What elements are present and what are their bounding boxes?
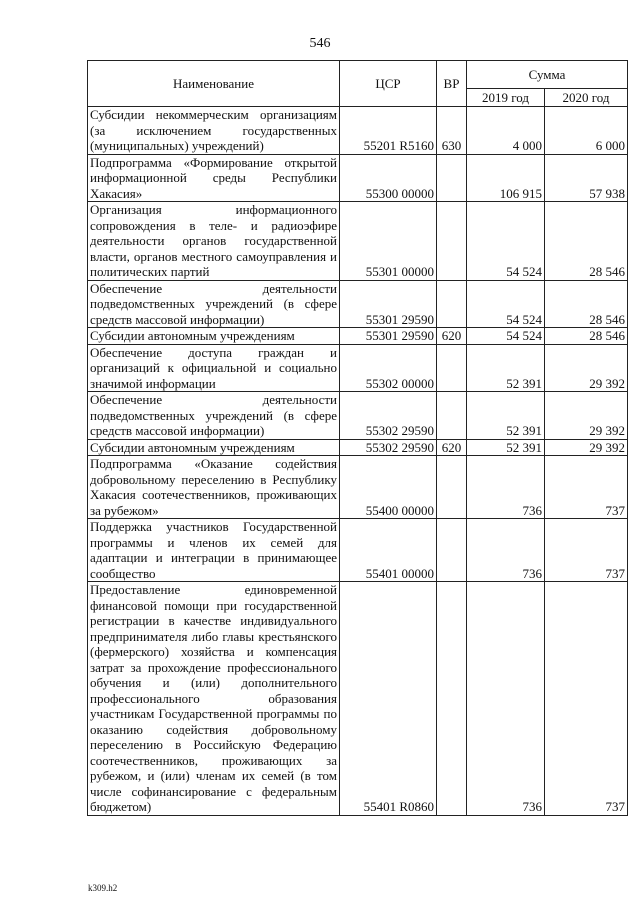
table-row: [88, 456, 628, 519]
row-2020-cell: 28 546: [545, 328, 628, 345]
row-vr-cell: 620: [437, 328, 467, 345]
table-row: [88, 344, 628, 392]
row-2020-cell: 6 000: [545, 107, 628, 155]
row-vr-cell: [437, 519, 467, 582]
table-body: [88, 107, 628, 816]
row-2019-cell: 54 524: [467, 202, 545, 281]
row-vr-cell: [437, 456, 467, 519]
row-vr-cell: 620: [437, 439, 467, 456]
row-vr-cell: 630: [437, 107, 467, 155]
row-vr-cell: [437, 344, 467, 392]
row-2020-cell: 57 938: [545, 154, 628, 202]
header-year-2020: 2020 год: [545, 89, 628, 107]
row-2020-cell: 737: [545, 582, 628, 816]
header-year-2019: 2019 год: [467, 89, 545, 107]
row-csr-cell: 55401 00000: [340, 519, 437, 582]
budget-table: [87, 60, 628, 816]
footer-code: k309.h2: [88, 883, 118, 893]
row-2019-cell: 736: [467, 456, 545, 519]
header-sum: Сумма: [467, 61, 628, 89]
table-row: [88, 154, 628, 202]
row-2020-cell: 737: [545, 456, 628, 519]
row-2019-cell: 54 524: [467, 280, 545, 328]
table-row: [88, 392, 628, 440]
table-row: [88, 519, 628, 582]
row-name-cell: Предоставление единовременной финансовой помощи при государственной регистрации в качестве индивидуального предпринимателя либо главы крестьянского (фермерского) хозяйства и компенсация затрат за прохождение профессионального обучения и (или) дополнительного профессионального образования участникам Государственной программы по оказанию содействия добровольному переселению в Российскую Федерацию соотечественников, проживающих за рубежом, и (или) членам их семей (в том числе софинансирование с федеральным бюджетом): [88, 582, 340, 816]
row-2019-cell: 4 000: [467, 107, 545, 155]
row-2019-cell: 52 391: [467, 439, 545, 456]
row-vr-cell: [437, 582, 467, 816]
row-name-cell: Обеспечение деятельности подведомственных учреждений (в сфере средств массовой информации): [88, 392, 340, 440]
table-row: [88, 202, 628, 281]
row-csr-cell: 55302 00000: [340, 344, 437, 392]
row-csr-cell: 55201 R5160: [340, 107, 437, 155]
row-2020-cell: 28 546: [545, 280, 628, 328]
row-vr-cell: [437, 154, 467, 202]
row-name-cell: Субсидии автономным учреждениям: [88, 328, 340, 345]
table-row: [88, 280, 628, 328]
table-row: [88, 582, 628, 816]
page-number: 546: [309, 36, 331, 51]
row-2019-cell: 106 915: [467, 154, 545, 202]
row-vr-cell: [437, 280, 467, 328]
row-csr-cell: 55300 00000: [340, 154, 437, 202]
row-csr-cell: 55401 R0860: [340, 582, 437, 816]
row-name-cell: Поддержка участников Государственной программы и членов их семей для адаптации и интеграции в принимающее сообщество: [88, 519, 340, 582]
row-vr-cell: [437, 392, 467, 440]
row-2019-cell: 54 524: [467, 328, 545, 345]
table-row: [88, 107, 628, 155]
row-csr-cell: 55302 29590: [340, 439, 437, 456]
table-row: [88, 328, 628, 345]
row-name-cell: Подпрограмма «Оказание содействия добровольному переселению в Республику Хакасия соотечественников, проживающих за рубежом»: [88, 456, 340, 519]
row-name-cell: Субсидии автономным учреждениям: [88, 439, 340, 456]
row-2020-cell: 28 546: [545, 202, 628, 281]
row-csr-cell: 55301 29590: [340, 280, 437, 328]
row-2019-cell: 52 391: [467, 344, 545, 392]
row-2020-cell: 737: [545, 519, 628, 582]
row-2020-cell: 29 392: [545, 344, 628, 392]
row-name-cell: Обеспечение доступа граждан и организаций к официальной и социально значимой информации: [88, 344, 340, 392]
row-csr-cell: 55301 29590: [340, 328, 437, 345]
header-csr: ЦСР: [340, 61, 437, 107]
header-vr: ВР: [437, 61, 467, 107]
row-csr-cell: 55301 00000: [340, 202, 437, 281]
row-name-cell: Обеспечение деятельности подведомственных учреждений (в сфере средств массовой информации): [88, 280, 340, 328]
row-2019-cell: 736: [467, 519, 545, 582]
row-2019-cell: 52 391: [467, 392, 545, 440]
row-name-cell: Субсидии некоммерческим организациям (за исключением государственных (муниципальных) учреждений): [88, 107, 340, 155]
header-name: Наименование: [88, 61, 340, 107]
row-csr-cell: 55400 00000: [340, 456, 437, 519]
row-name-cell: Организация информационного сопровождения в теле- и радиоэфире деятельности органов государственной власти, органов местного самоуправления и политических партий: [88, 202, 340, 281]
row-vr-cell: [437, 202, 467, 281]
row-2019-cell: 736: [467, 582, 545, 816]
table-row: [88, 439, 628, 456]
row-name-cell: Подпрограмма «Формирование открытой информационной среды Республики Хакасия»: [88, 154, 340, 202]
row-2020-cell: 29 392: [545, 439, 628, 456]
row-csr-cell: 55302 29590: [340, 392, 437, 440]
row-2020-cell: 29 392: [545, 392, 628, 440]
